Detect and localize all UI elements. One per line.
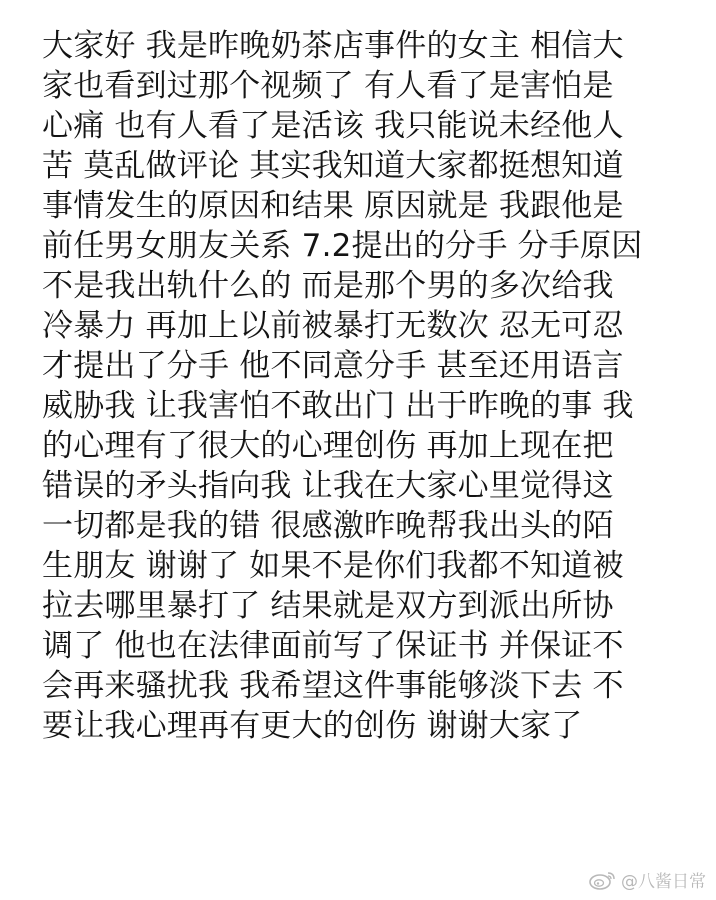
text-line: 前任男女朋友关系 7.2提出的分手 分手原因 [42, 228, 643, 264]
text-line: 调了 他也在法律面前写了保证书 并保证不 [42, 628, 624, 664]
text-line: 家也看到过那个视频了 有人看了是害怕是 [42, 68, 614, 104]
text-line: 威胁我 让我害怕不敢出门 出于昨晚的事 我 [42, 388, 634, 424]
watermark [589, 867, 706, 892]
weibo-icon [589, 869, 617, 891]
text-line: 会再来骚扰我 我希望这件事能够淡下去 不 [42, 668, 624, 704]
text-line: 才提出了分手 他不同意分手 甚至还用语言 [42, 348, 624, 384]
text-line: 的心理有了很大的心理创伤 再加上现在把 [42, 428, 614, 464]
text-line: 一切都是我的错 很感激昨晚帮我出头的陌 [42, 508, 614, 544]
text-line: 错误的矛头指向我 让我在大家心里觉得这 [42, 468, 614, 504]
text-line: 大家好 我是昨晚奶茶店事件的女主 相信大 [42, 28, 624, 64]
text-line: 心痛 也有人看了是活该 我只能说未经他人 [42, 108, 624, 144]
text-line: 不是我出轨什么的 而是那个男的多次给我 [42, 268, 614, 304]
text-line: 要让我心理再有更大的创伤 谢谢大家了 [42, 708, 583, 744]
statement-text [42, 26, 692, 746]
text-line: 生朋友 谢谢了 如果不是你们我都不知道被 [42, 548, 624, 584]
text-line: 拉去哪里暴打了 结果就是双方到派出所协 [42, 588, 614, 624]
text-line: 事情发生的原因和结果 原因就是 我跟他是 [42, 188, 624, 224]
text-line: 冷暴力 再加上以前被暴打无数次 忍无可忍 [42, 308, 624, 344]
text-line: 苦 莫乱做评论 其实我知道大家都挺想知道 [42, 148, 624, 184]
watermark-text: @八酱日常 [621, 872, 706, 892]
